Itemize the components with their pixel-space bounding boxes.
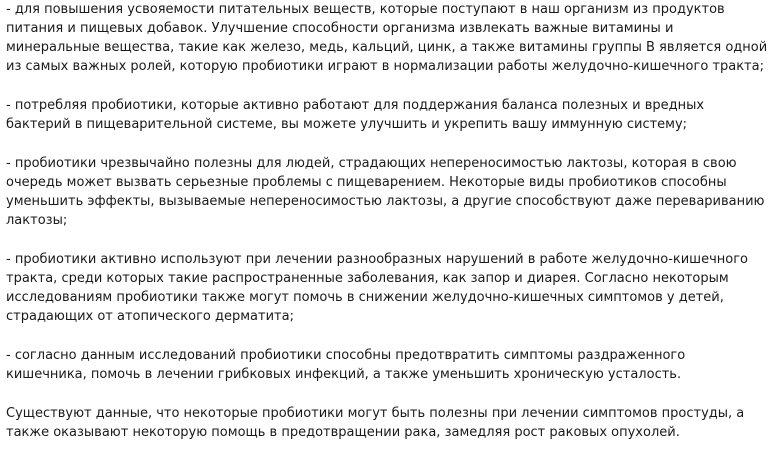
paragraph-gastrointestinal-disorders: - пробиотики активно используют при лечении разнообразных нарушений в работе желудочно-кишечного тракта, среди которых такие распространенные заболевания, как запор и диарея. Согласно некоторым исследованиям пробиотики также могут помочь в снижении желудочно-кишечных симптомов у детей, страдающих от атопического дерматита; [6,252,748,324]
article-body [6,0,768,462]
paragraph-nutrient-absorption: - для повышения усвояемости питательных веществ, которые поступают в наш организм из продуктов питания и пищевых добавок. Улучшение способности организма извлекать важные витамины и минеральные вещества, такие как железо, медь, кальций, цинк, а также витамины группы В является одной из самых важных ролей, которую пробиотики играют в нормализации работы желудочно-кишечного тракта; [6,2,768,74]
paragraph-lactose-intolerance: - пробиотики чрезвычайно полезны для людей, страдающих непереносимостью лактозы, которая в свою очередь может вызвать серьезные проблемы с пищеварением. Некоторые виды пробиотиков способны уменьшить эффекты, вызываемые непереносимостью лактозы, а другие способствуют даже перевариванию лактозы; [6,156,765,228]
paragraph-irritable-bowel: - согласно данным исследований пробиотики способны предотвратить симптомы раздраженного кишечника, помочь в лечении грибковых инфекций, а также уменьшить хроническую усталость. [6,348,686,382]
paragraph-cold-and-cancer: Существуют данные, что некоторые пробиотики могут быть полезны при лечении симптомов простуды, а также оказывают некоторую помощь в предотвращении рака, замедляя рост раковых опухолей. [6,406,745,440]
paragraph-immune-system: - потребляя пробиотики, которые активно работают для поддержания баланса полезных и вредных бактерий в пищеварительной системе, вы можете улучшить и укрепить вашу иммунную систему; [6,98,705,132]
